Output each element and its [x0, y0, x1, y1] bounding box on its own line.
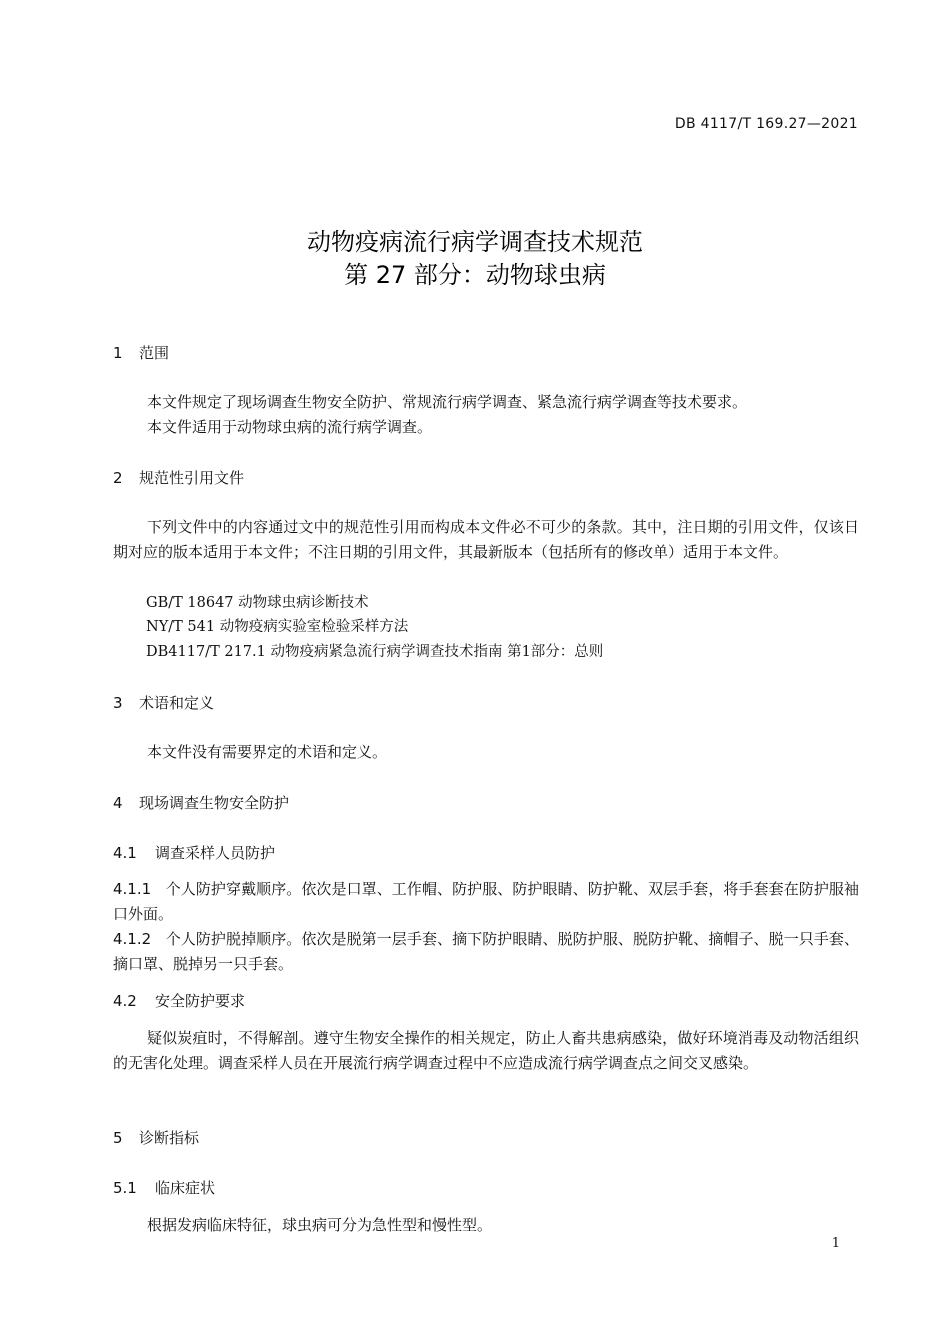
section-number: 4: [113, 794, 123, 812]
section-1-heading: [113, 342, 169, 363]
section-title: 现场调查生物安全防护: [139, 794, 290, 812]
reference-item: GB/T 18647 动物球虫病诊断技术: [146, 595, 369, 611]
document-title: 动物疫病流行病学调查技术规范: [307, 228, 643, 256]
section-5-1-heading: [113, 1177, 215, 1198]
section-5-heading: [113, 1127, 199, 1148]
standard-code: DB 4117/T 169.27—2021: [674, 116, 858, 132]
clause-text: 个人防护穿戴顺序。依次是口罩、工作帽、防护服、防护眼睛、防护靴、双层手套，将手套套在防护服袖口外面。: [113, 880, 859, 923]
section-number: 2: [113, 469, 123, 487]
section-number: 5: [113, 1129, 123, 1147]
section-1-paragraph-1: 本文件规定了现场调查生物安全防护、常规流行病学调查、紧急流行病学调查等技术要求。: [147, 393, 748, 411]
section-4-2-paragraph: 疑似炭疽时，不得解剖。遵守生物安全操作的相关规定，防止人畜共患病感染，做好环境消毒及动物活组织的无害化处理。调查采样人员在开展流行病学调查过程中不应造成流行病学调查点之间交叉感染。: [113, 1029, 859, 1072]
page-number: 1: [831, 1236, 840, 1251]
section-title: 诊断指标: [139, 1129, 200, 1147]
subsection-title: 安全防护要求: [155, 992, 246, 1010]
section-title: 范围: [139, 344, 170, 362]
document-subtitle: 第 27 部分：动物球虫病: [344, 261, 606, 289]
section-4-2-heading: [113, 990, 245, 1011]
clause-text: 个人防护脱掉顺序。依次是脱第一层手套、摘下防护眼睛、脱防护服、脱防护靴、摘帽子、脱一只手套、摘口罩、脱掉另一只手套。: [113, 930, 859, 973]
section-3-heading: [113, 692, 214, 713]
subsection-number: 4.2: [113, 992, 137, 1010]
section-2-paragraph-1: 下列文件中的内容通过文中的规范性引用而构成本文件必不可少的条款。其中，注日期的引用文件，仅该日期对应的版本适用于本文件；不注日期的引用文件，其最新版本（包括所有的修改单）适用于本文件。: [113, 518, 859, 561]
section-2-heading: [113, 467, 244, 488]
reference-item: DB4117/T 217.1 动物疫病紧急流行病学调查技术指南 第1部分：总则: [146, 644, 604, 660]
reference-item: NY/T 541 动物疫病实验室检验采样方法: [146, 619, 409, 635]
section-4-heading: [113, 792, 289, 813]
section-number: 1: [113, 344, 123, 362]
subsection-number: 4.1: [113, 844, 137, 862]
section-number: 3: [113, 694, 123, 712]
subsection-number: 5.1: [113, 1179, 137, 1197]
section-title: 规范性引用文件: [139, 469, 245, 487]
section-4-1-heading: [113, 842, 275, 863]
section-5-1-paragraph: 根据发病临床特征，球虫病可分为急性型和慢性型。: [147, 1216, 493, 1234]
section-3-paragraph-1: 本文件没有需要界定的术语和定义。: [147, 743, 388, 761]
section-title: 术语和定义: [139, 694, 215, 712]
subsection-title: 临床症状: [155, 1179, 216, 1197]
clause-number: 4.1.2: [113, 930, 152, 948]
subsection-title: 调查采样人员防护: [155, 844, 276, 862]
section-1-paragraph-2: 本文件适用于动物球虫病的流行病学调查。: [147, 418, 433, 436]
clause-4-1-2: [113, 927, 859, 977]
clause-4-1-1: [113, 877, 859, 927]
clause-number: 4.1.1: [113, 880, 152, 898]
